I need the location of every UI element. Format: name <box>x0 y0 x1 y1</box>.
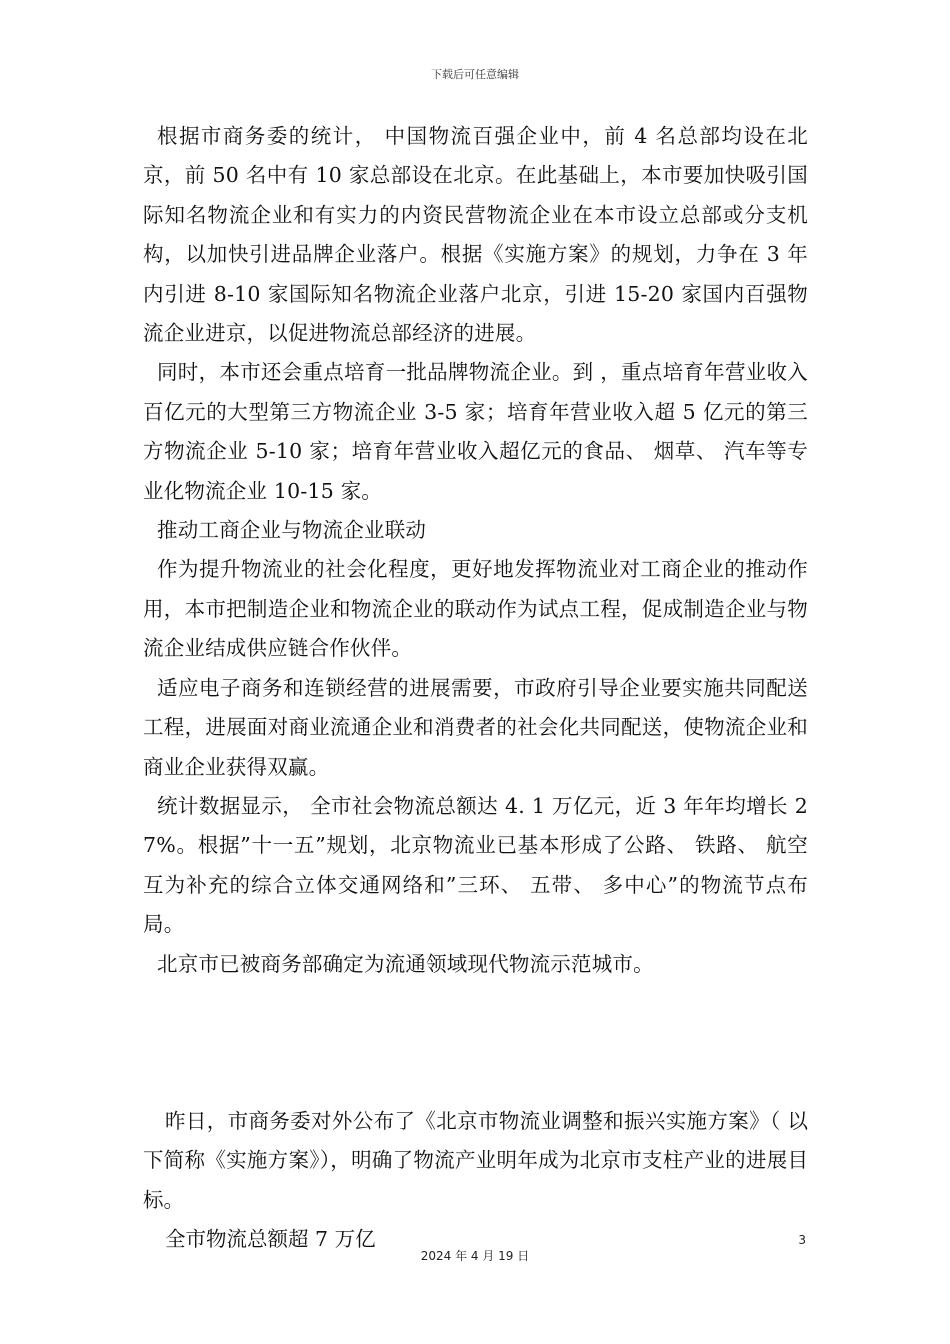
document-body <box>143 117 808 1260</box>
paragraph-demonstration-city: 北京市已被商务部确定为流通领域现代物流示范城市。 <box>157 951 654 976</box>
section-heading-linkage: 推动工商企业与物流企业联动 <box>157 518 427 543</box>
footer-date: 2024 年 4 月 19 日 <box>420 1249 530 1263</box>
paragraph-joint-delivery: 适应电子商务和连锁经营的进展需要，市政府引导企业要实施共同配送工程，进展面对商业流通企业和消费者的社会化共同配送，使物流企业和商业企业获得双赢。 <box>143 675 808 779</box>
section-heading-total: 全市物流总额超 7 万亿 <box>165 1227 376 1252</box>
paragraph-linkage: 作为提升物流业的社会化程度，更好地发挥物流业对工商企业的推动作用，本市把制造企业和物流企业的联动作为试点工程，促成制造企业与物流企业结成供应链合作伙伴。 <box>143 557 808 661</box>
page-header: 下载后可任意编辑 <box>431 68 519 81</box>
paragraph-brand-enterprises: 同时，本市还会重点培育一批品牌物流企业。到 ，重点培育年营业收入百亿元的大型第三方物流企业 3-5 家；培育年营业收入超 5 亿元的第三方物流企业 5-10 家；培育年营业收入超亿元的食品、 烟草、 汽车等专业化物流企业 10-15 家。 <box>143 360 808 503</box>
paragraph-headquarters: 根据市商务委的统计， 中国物流百强企业中，前 4 名总部均设在北京，前 50 名中有 10 家总部设在北京。在此基础上，本市要加快吸引国际知名物流企业和有实力的内资民营物流企业在本市设立总部或分支机构，以加快引进品牌企业落户。根据《实施方案》的规划，力争在 3 年内引进 8-10 家国际知名物流企业落户北京，引进 15-20 家国内百强物流企业进京，以促进物流总部经济的进展。 <box>143 124 808 346</box>
section-gap <box>143 984 808 1102</box>
paragraph-announcement: 昨日，市商务委对外公布了《北京市物流业调整和振兴实施方案》（ 以下简称《实施方案》），明确了物流产业明年成为北京市支柱产业的进展目标。 <box>143 1108 808 1212</box>
page-number: 3 <box>798 1233 806 1247</box>
paragraph-statistics: 统计数据显示， 全市社会物流总额达 4. 1 万亿元，近 3 年年均增长 27%。根据”十一五”规划，北京物流业已基本形成了公路、 铁路、 航空互为补充的综合立体交通网络和”三环、 五带、 多中心”的物流节点布局。 <box>143 793 808 937</box>
